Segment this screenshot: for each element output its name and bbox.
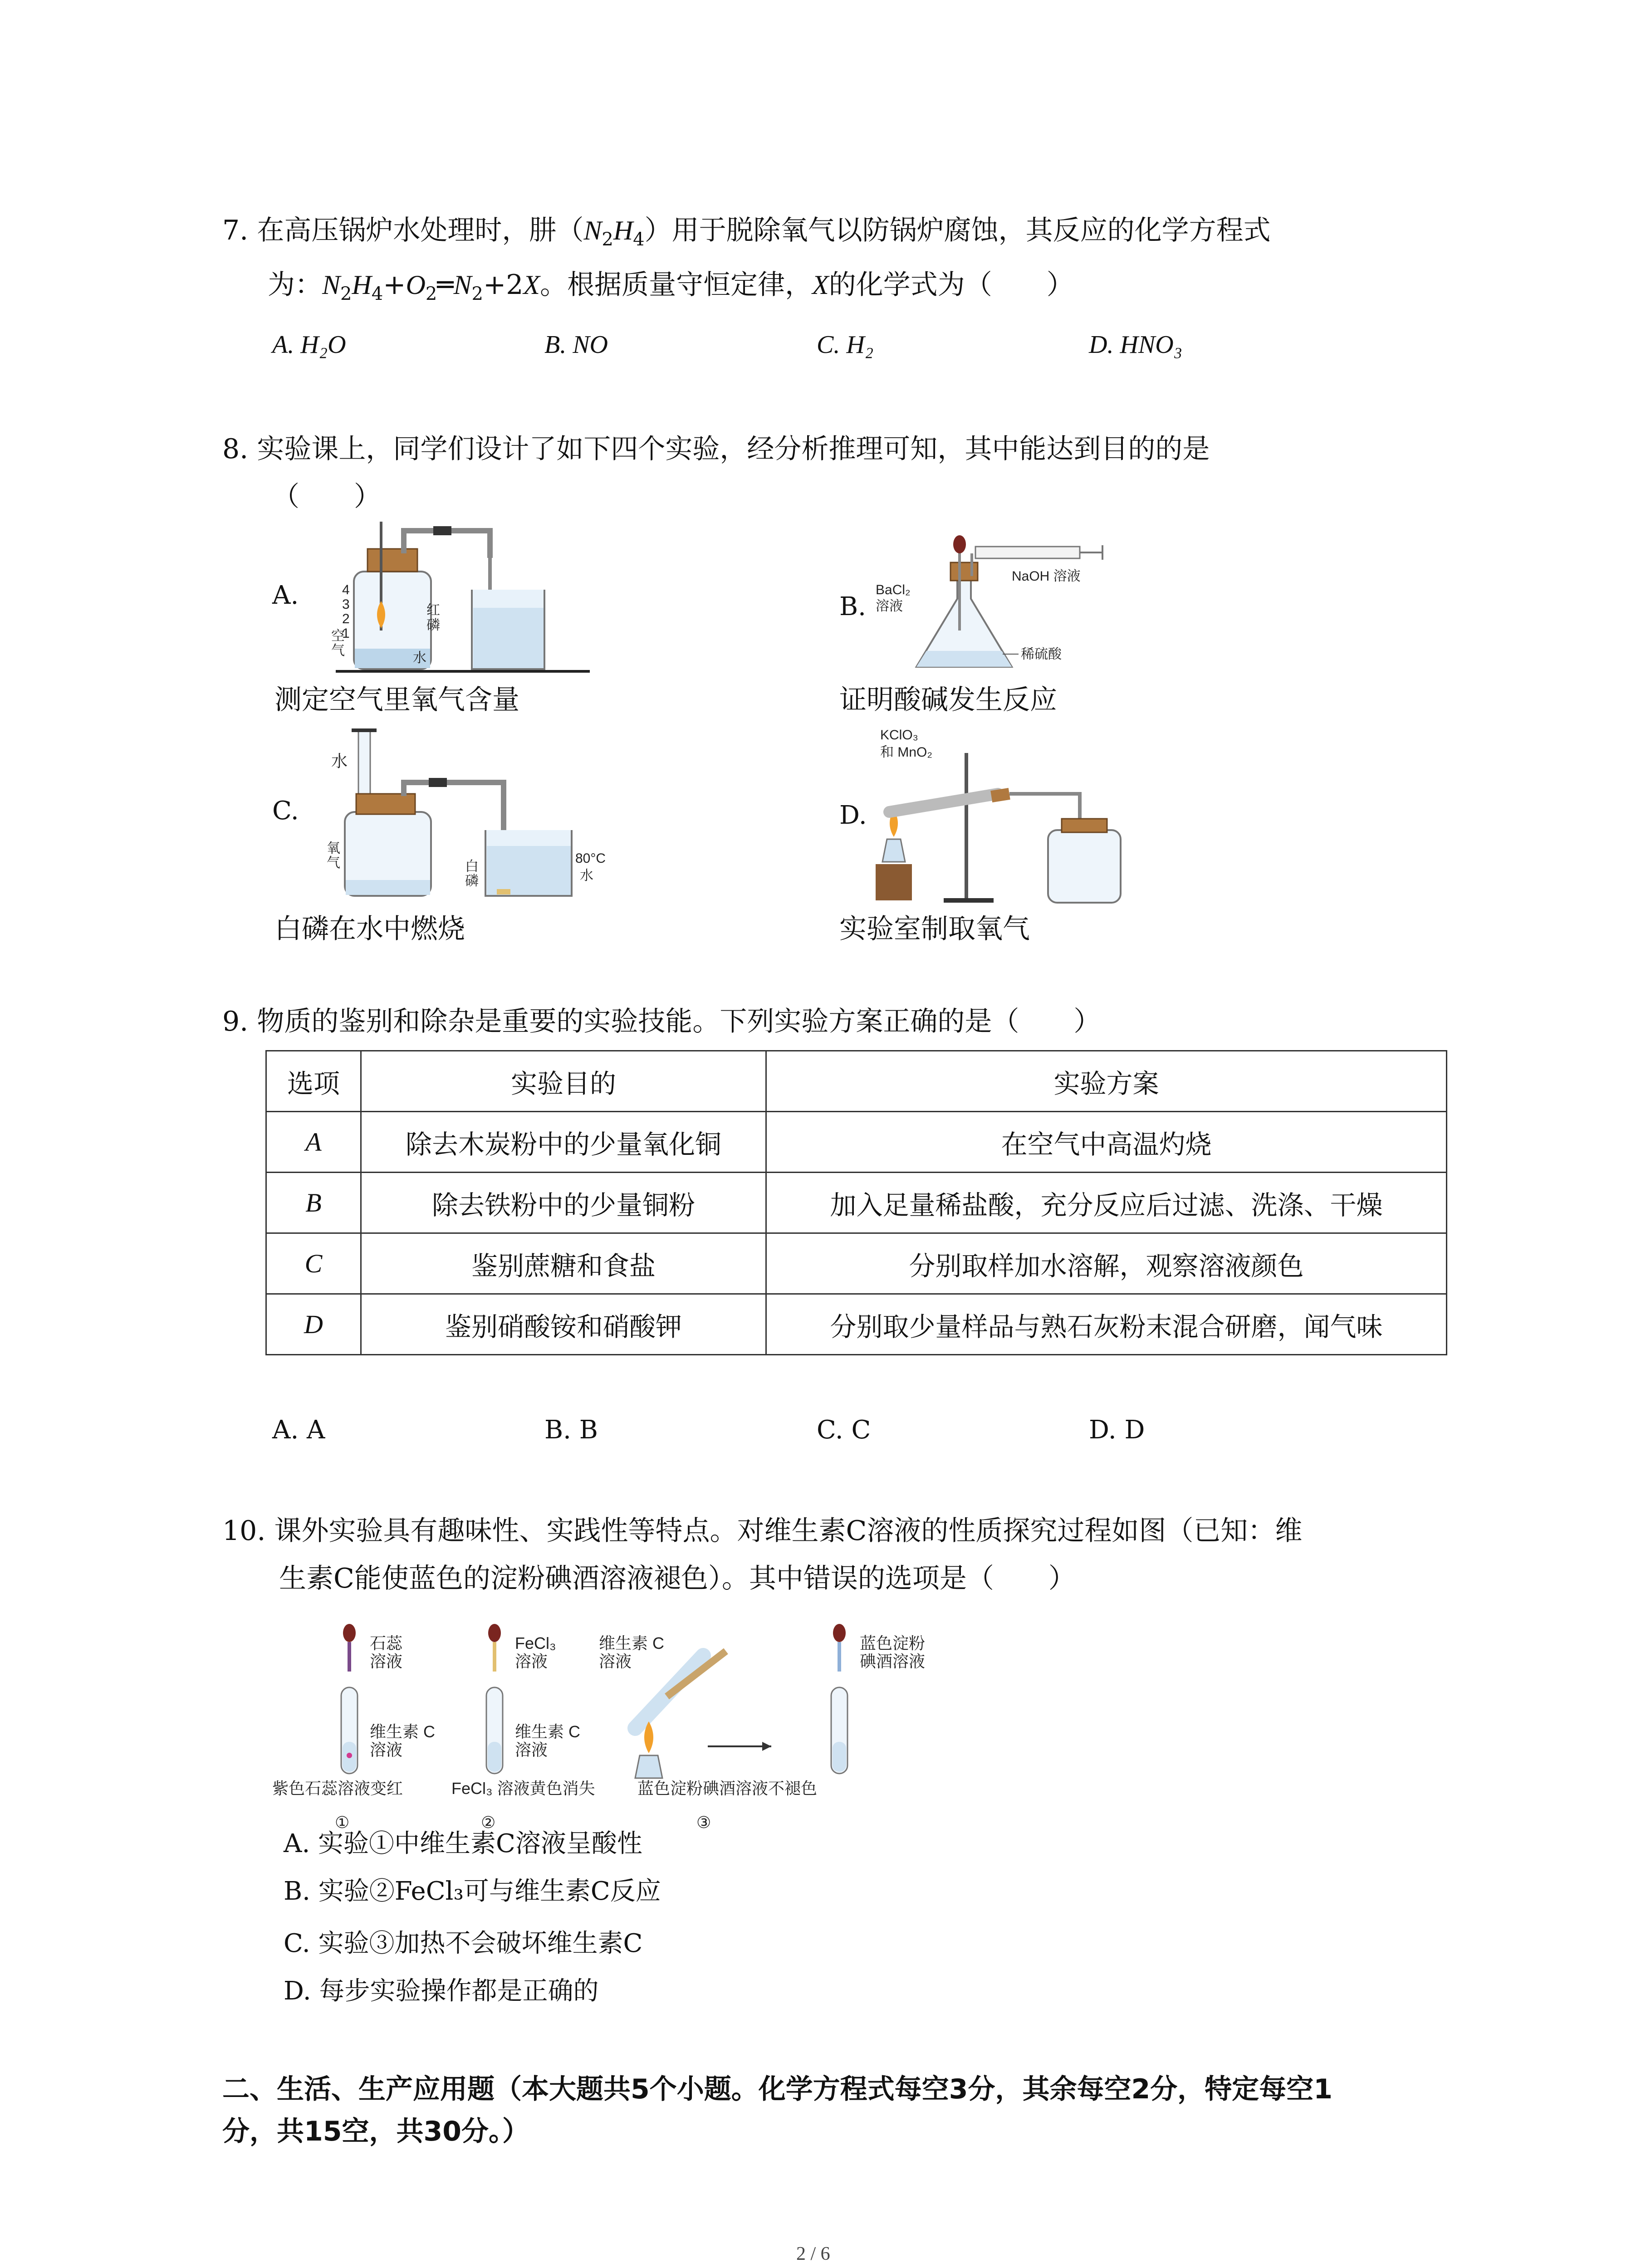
q10-label-litmus: 石蕊 <box>370 1634 403 1652</box>
q10-label-starch: 蓝色淀粉 <box>860 1634 926 1652</box>
q8-d-label-mno2: 和 MnO₂ <box>880 745 932 760</box>
q9-row-b-purpose: 除去铁粉中的少量铜粉 <box>361 1173 766 1233</box>
q10-label-vc2-solution: 溶液 <box>515 1740 548 1759</box>
q9-row-a-plan: 在空气中高温灼烧 <box>766 1112 1447 1173</box>
q10-number-3: ③ <box>696 1813 711 1832</box>
q10-line1: 10. 课外实验具有趣味性、实践性等特点。对维生素C溶液的性质探究过程如图（已知：维 <box>222 1515 1303 1547</box>
q8-a-apparatus-figure <box>331 522 590 676</box>
q8-c-apparatus-figure <box>318 717 606 903</box>
q8-a-label-4: 4 <box>342 582 350 597</box>
q8-stem: 8. 实验课上，同学们设计了如下四个实验，经分析推理可知，其中能达到目的的是 <box>222 433 1210 465</box>
q9-row-d-plan: 分别取少量样品与熟石灰粉末混合研磨，闻气味 <box>766 1294 1447 1355</box>
q8-c-label-oxygen2: 气 <box>327 855 340 870</box>
q8-option-b-caption: 证明酸碱发生反应 <box>839 684 1057 716</box>
q8-a-label-air1: 空 <box>331 629 345 644</box>
table-row <box>266 1173 1447 1233</box>
table-row <box>266 1112 1447 1173</box>
q10-label-vc3-solution: 溶液 <box>599 1652 632 1671</box>
q7-option-d[interactable]: D. HNO₃ <box>1089 331 1183 359</box>
q8-a-label-1: 1 <box>342 626 350 641</box>
q8-c-label-white: 白 <box>465 859 479 874</box>
section-2-line1: 二、生活、生产应用题（本大题共5个小题。化学方程式每空3分，其余每空2分，特定每空1 <box>222 2073 1332 2105</box>
q8-b-label-acid: 稀硫酸 <box>1021 647 1062 662</box>
q10-experiment-figure <box>272 1624 980 1837</box>
q8-a-label-water: 水 <box>413 650 426 665</box>
q10-option-c[interactable]: C. 实验③加热不会破坏维生素C <box>284 1929 643 1958</box>
q8-a-label-2: 2 <box>342 611 350 626</box>
q10-line2: 生素C能使蓝色的淀粉碘酒溶液褪色）。其中错误的选项是（ ） <box>279 1563 1076 1594</box>
q10-option-d[interactable]: D. 每步实验操作都是正确的 <box>284 1976 599 2006</box>
q9-row-c-purpose: 鉴别蔗糖和食盐 <box>361 1233 766 1294</box>
q10-option-b[interactable]: B. 实验②FeCl₃可与维生素C反应 <box>284 1877 661 1906</box>
q8-b-label-naoh: NaOH 溶液 <box>1012 569 1081 584</box>
q10-label-fecl3: FeCl₃ <box>515 1634 556 1652</box>
q8-c-label-water: 水 <box>331 752 348 770</box>
q9-option-b[interactable]: B. B <box>544 1415 598 1445</box>
q9-row-a-purpose: 除去木炭粉中的少量氧化铜 <box>361 1112 766 1173</box>
q9-row-a-option: A <box>266 1112 361 1173</box>
section-2-line2: 分，共15空，共30分。） <box>222 2116 529 2147</box>
q9-option-d[interactable]: D. D <box>1089 1415 1145 1445</box>
q10-label-vc1-solution: 溶液 <box>370 1740 403 1759</box>
q10-number-1: ① <box>335 1813 350 1832</box>
q9-table <box>265 1050 1447 1355</box>
q9-row-b-plan: 加入足量稀盐酸，充分反应后过滤、洗涤、干燥 <box>766 1173 1447 1233</box>
q9-row-d-option: D <box>266 1294 361 1355</box>
q10-caption-2: FeCl₃ 溶液黄色消失 <box>451 1779 595 1798</box>
table-row <box>266 1294 1447 1355</box>
q8-option-b-letter[interactable]: B. <box>839 592 866 621</box>
q8-d-apparatus-figure <box>876 726 1130 907</box>
q8-c-label-water2: 水 <box>580 868 593 883</box>
q9-row-d-purpose: 鉴别硝酸铵和硝酸钾 <box>361 1294 766 1355</box>
q8-a-label-3: 3 <box>342 597 350 612</box>
q10-number-2: ② <box>481 1813 496 1832</box>
q8-option-c-letter[interactable]: C. <box>272 796 299 826</box>
q10-label-starch-solution: 碘酒溶液 <box>860 1652 926 1671</box>
q10-label-vc2: 维生素 C <box>515 1722 581 1741</box>
q8-answer-paren: （ ） <box>272 481 381 513</box>
q9-option-c[interactable]: C. C <box>817 1415 871 1445</box>
q10-caption-1: 紫色石蕊溶液变红 <box>272 1779 403 1798</box>
table-row <box>266 1233 1447 1294</box>
q9-stem: 9. 物质的鉴别和除杂是重要的实验技能。下列实验方案正确的是（ ） <box>222 1006 1101 1037</box>
q9-row-c-option: C <box>266 1233 361 1294</box>
q9-header-plan: 实验方案 <box>766 1051 1447 1112</box>
page-number: 2 / 6 <box>796 2244 830 2264</box>
q8-a-label-air2: 气 <box>331 643 345 658</box>
q7-option-b[interactable]: B. NO <box>544 331 608 359</box>
q9-header-option: 选项 <box>266 1051 361 1112</box>
q8-a-label-phosphorus: 磷 <box>426 618 440 633</box>
q10-label-vc3: 维生素 C <box>599 1634 665 1652</box>
q10-label-vc1: 维生素 C <box>370 1722 436 1741</box>
q8-b-label-solution: 溶液 <box>876 599 903 614</box>
q7-option-a[interactable]: A. H₂O <box>272 331 346 359</box>
q9-row-c-plan: 分别取样加水溶解，观察溶液颜色 <box>766 1233 1447 1294</box>
q8-d-label-kclo3: KClO₃ <box>880 728 918 743</box>
q9-table-header <box>266 1051 1447 1112</box>
q8-option-c-caption: 白磷在水中燃烧 <box>274 913 465 945</box>
q8-b-label-bacl2: BaCl₂ <box>876 582 911 597</box>
q8-option-a-letter[interactable]: A. <box>272 581 299 610</box>
q8-c-label-temp: 80°C <box>575 851 606 866</box>
q8-c-label-oxygen1: 氧 <box>327 841 340 856</box>
q8-c-label-phosphorus: 磷 <box>465 874 479 889</box>
q10-label-fecl3-solution: 溶液 <box>515 1652 548 1671</box>
q10-caption-3: 蓝色淀粉碘酒溶液不褪色 <box>637 1779 818 1798</box>
section-2-heading <box>222 2068 1447 2153</box>
q8-b-apparatus-figure <box>876 535 1112 680</box>
q7-option-c[interactable]: C. H₂ <box>817 331 874 359</box>
q9-header-purpose: 实验目的 <box>361 1051 766 1112</box>
q8-option-d-letter[interactable]: D. <box>839 801 867 830</box>
q10-label-litmus-solution: 溶液 <box>370 1652 403 1671</box>
q8-option-a-caption: 测定空气里氧气含量 <box>274 684 519 716</box>
q10-option-a[interactable]: A. 实验①中维生素C溶液呈酸性 <box>284 1829 642 1858</box>
q9-row-b-option: B <box>266 1173 361 1233</box>
q7-line1: 7. 在高压锅炉水处理时，肼$(N_2H_4)$用于脱除氧气以防锅炉腐蚀，其反应的化学方程式 <box>222 215 1271 250</box>
q7-line2: 为：$N_2H_4+O_2═N_2+2X$。根据质量守恒定律，X的化学式为（ ） <box>268 269 1074 304</box>
q8-option-d-caption: 实验室制取氧气 <box>839 913 1030 945</box>
q8-a-label-red: 红 <box>426 603 440 618</box>
q9-option-a[interactable]: A. A <box>272 1415 325 1445</box>
